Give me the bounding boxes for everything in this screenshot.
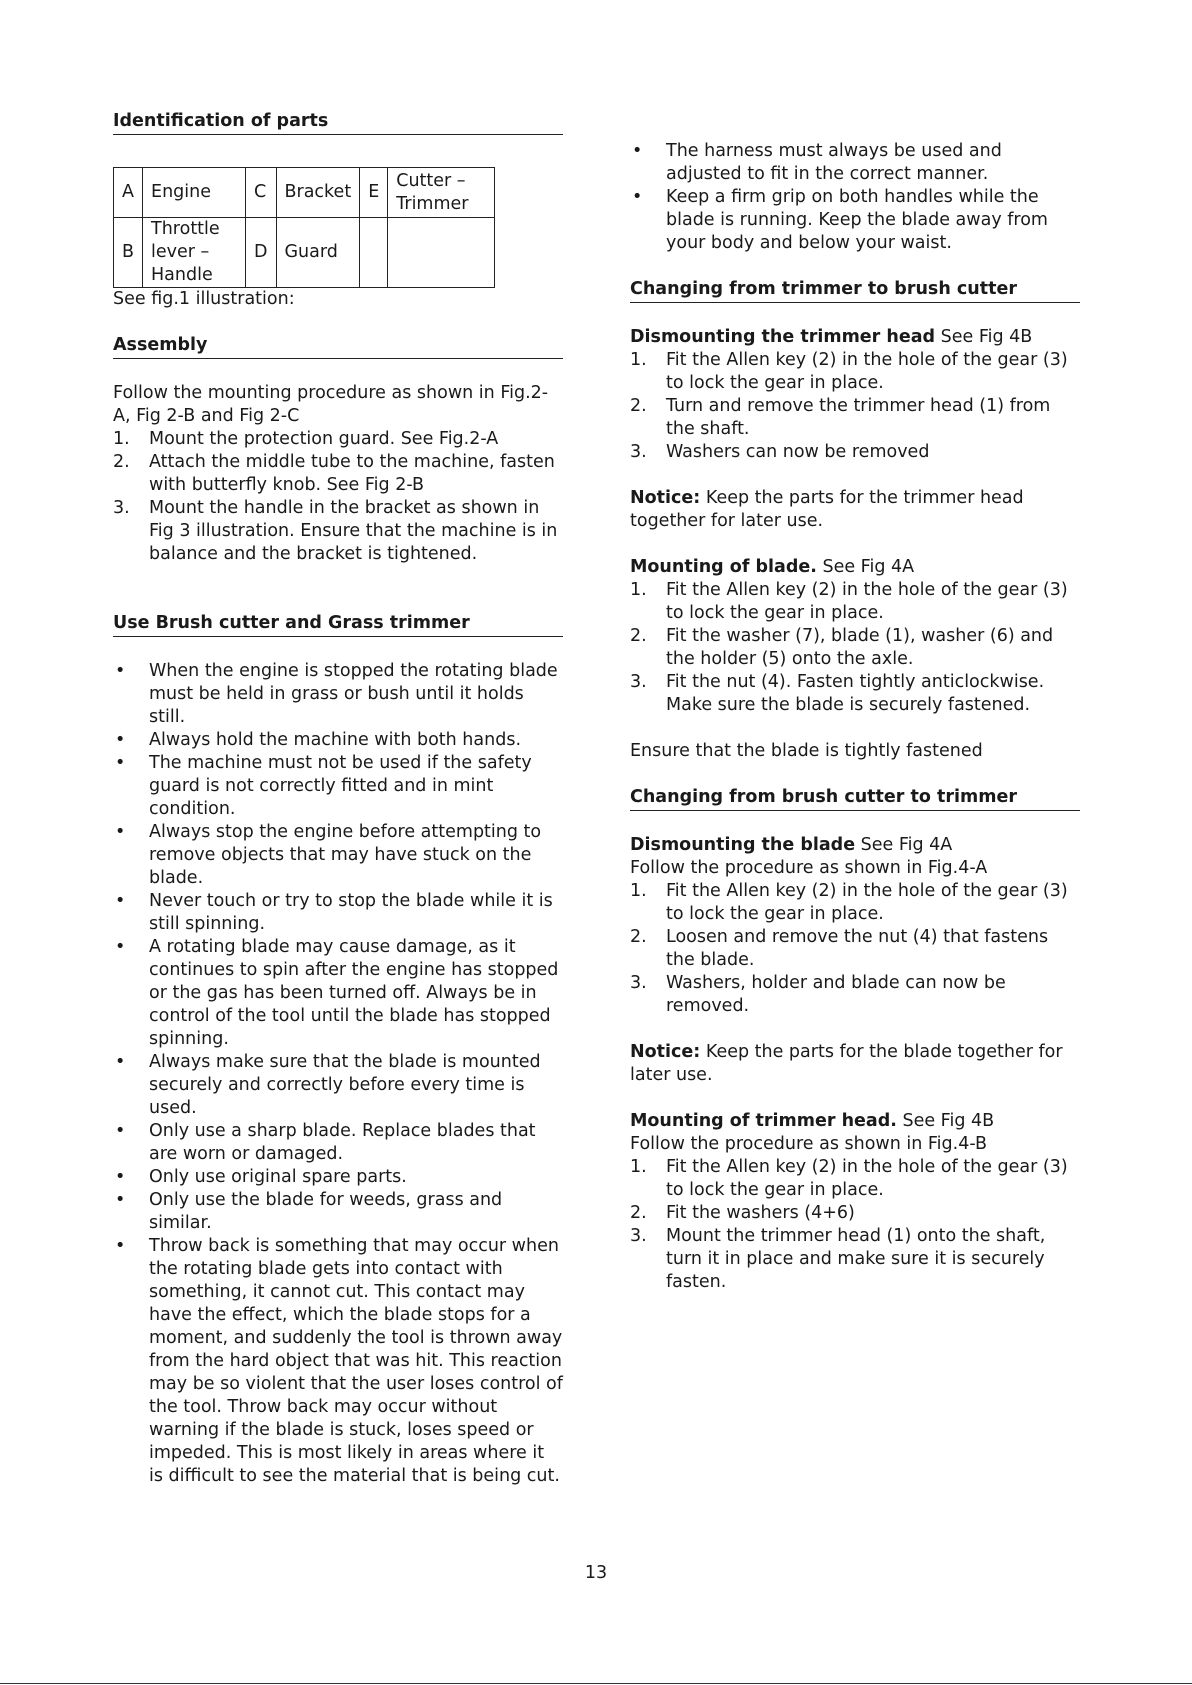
trimmer-to-brush-heading: Changing from trimmer to brush cutter (630, 278, 1080, 303)
list-item: 3. Fit the nut (4). Fasten tightly anticlockwise. Make sure the blade is securely fastened. (630, 672, 1045, 715)
table-cell: E (360, 168, 388, 218)
table-row (114, 218, 495, 288)
list-item: 2. Turn and remove the trimmer head (1) from the shaft. (630, 396, 1051, 439)
list-item: • Only use original spare parts. (115, 1167, 407, 1187)
assembly-steps (113, 428, 563, 566)
assembly-heading: Assembly (113, 334, 563, 359)
mount-blade-title: Mounting of blade. See Fig 4A (630, 557, 915, 577)
list-item: • A rotating blade may cause damage, as it continues to spin after the engine has stopped or the gas has been turned off. Always be in control of the tool until the blade has stopped spinning. (115, 937, 559, 1049)
notice-trimmer-parts: Notice: Keep the parts for the trimmer head together for later use. (630, 488, 1024, 531)
list-item: • Always hold the machine with both hands. (115, 730, 522, 750)
list-item: • Only use the blade for weeds, grass and similar. (115, 1190, 503, 1233)
use-heading: Use Brush cutter and Grass trimmer (113, 612, 563, 637)
table-cell: Cutter – Trimmer (388, 168, 495, 218)
list-item: 2. Fit the washers (4+6) (630, 1203, 855, 1223)
mount-head-title: Mounting of trimmer head. See Fig 4B (630, 1111, 995, 1131)
table-cell: A (114, 168, 143, 218)
table-cell: D (246, 218, 276, 288)
list-item: 1. Mount the protection guard. See Fig.2-A (113, 429, 499, 449)
assembly-intro: Follow the mounting procedure as shown in Fig.2-A, Fig 2-B and Fig 2-C (113, 383, 549, 426)
dismount-head-steps (630, 349, 1080, 464)
table-cell (360, 218, 388, 288)
notice-blade-parts: Notice: Keep the parts for the blade together for later use. (630, 1042, 1063, 1085)
list-item: 1. Fit the Allen key (2) in the hole of the gear (3) to lock the gear in place. (630, 580, 1068, 623)
right-column (630, 140, 1080, 1294)
footer-divider (0, 1683, 1192, 1684)
list-item: • Keep a firm grip on both handles while the blade is running. Keep the blade away from your body and below your waist. (632, 187, 1048, 253)
list-item: • Throw back is something that may occur when the rotating blade gets into contact with something, it cannot cut. This contact may have the effect, which the blade stops for a moment, and suddenly the tool is thrown away from the hard object that was hit. This reaction may be so violent that the user loses control of the tool. Throw back may occur without warning if the blade is stuck, loses speed or impeded. This is most likely in areas where it is difficult to see the material that is being cut. (115, 1236, 563, 1486)
table-cell (388, 218, 495, 288)
dismount-blade-title: Dismounting the blade See Fig 4A (630, 835, 953, 855)
use-bullets (113, 660, 563, 1488)
list-item: • When the engine is stopped the rotating blade must be held in grass or bush until it holds still. (115, 661, 558, 727)
dismount-blade-steps (630, 880, 1080, 1018)
mount-head-intro: Follow the procedure as shown in Fig.4-B (630, 1134, 988, 1154)
dismount-head-title: Dismounting the trimmer head See Fig 4B (630, 327, 1033, 347)
list-item: 3. Mount the trimmer head (1) onto the shaft, turn it in place and make sure it is securely fasten. (630, 1226, 1046, 1292)
list-item: 3. Washers can now be removed (630, 442, 930, 462)
left-column (113, 110, 563, 1488)
table-cell: Throttle lever – Handle (143, 218, 246, 288)
list-item: 1. Fit the Allen key (2) in the hole of the gear (3) to lock the gear in place. (630, 350, 1068, 393)
table-cell: B (114, 218, 143, 288)
see-fig-text: See fig.1 illustration: (113, 289, 295, 309)
brush-to-trimmer-heading: Changing from brush cutter to trimmer (630, 786, 1080, 811)
table-row (114, 168, 495, 218)
mount-head-steps (630, 1156, 1080, 1294)
table-cell: C (246, 168, 276, 218)
list-item: • The machine must not be used if the safety guard is not correctly fitted and in mint condition. (115, 753, 532, 819)
table-cell: Engine (143, 168, 246, 218)
list-item: • The harness must always be used and adjusted to fit in the correct manner. (632, 141, 1002, 184)
list-item: • Always stop the engine before attempting to remove objects that may have stuck on the blade. (115, 822, 542, 888)
table-cell: Bracket (276, 168, 360, 218)
list-item: 3. Mount the handle in the bracket as shown in Fig 3 illustration. Ensure that the machine is in balance and the bracket is tightened. (113, 498, 558, 564)
harness-bullets (630, 140, 1080, 255)
list-item: 2. Attach the middle tube to the machine, fasten with butterfly knob. See Fig 2-B (113, 452, 555, 495)
list-item: • Always make sure that the blade is mounted securely and correctly before every time is used. (115, 1052, 541, 1118)
parts-table (113, 167, 495, 288)
list-item: • Only use a sharp blade. Replace blades that are worn or damaged. (115, 1121, 536, 1164)
list-item: 2. Fit the washer (7), blade (1), washer (6) and the holder (5) onto the axle. (630, 626, 1054, 669)
page-number: 13 (584, 1563, 608, 1583)
list-item: • Never touch or try to stop the blade while it is still spinning. (115, 891, 553, 934)
dismount-blade-intro: Follow the procedure as shown in Fig.4-A (630, 858, 988, 878)
list-item: 1. Fit the Allen key (2) in the hole of the gear (3) to lock the gear in place. (630, 881, 1068, 924)
list-item: 1. Fit the Allen key (2) in the hole of the gear (3) to lock the gear in place. (630, 1157, 1068, 1200)
ensure-text: Ensure that the blade is tightly fastened (630, 741, 983, 761)
list-item: 2. Loosen and remove the nut (4) that fastens the blade. (630, 927, 1049, 970)
list-item: 3. Washers, holder and blade can now be removed. (630, 973, 1006, 1016)
mount-blade-steps (630, 579, 1080, 717)
parts-heading: Identification of parts (113, 110, 563, 135)
table-cell: Guard (276, 218, 360, 288)
